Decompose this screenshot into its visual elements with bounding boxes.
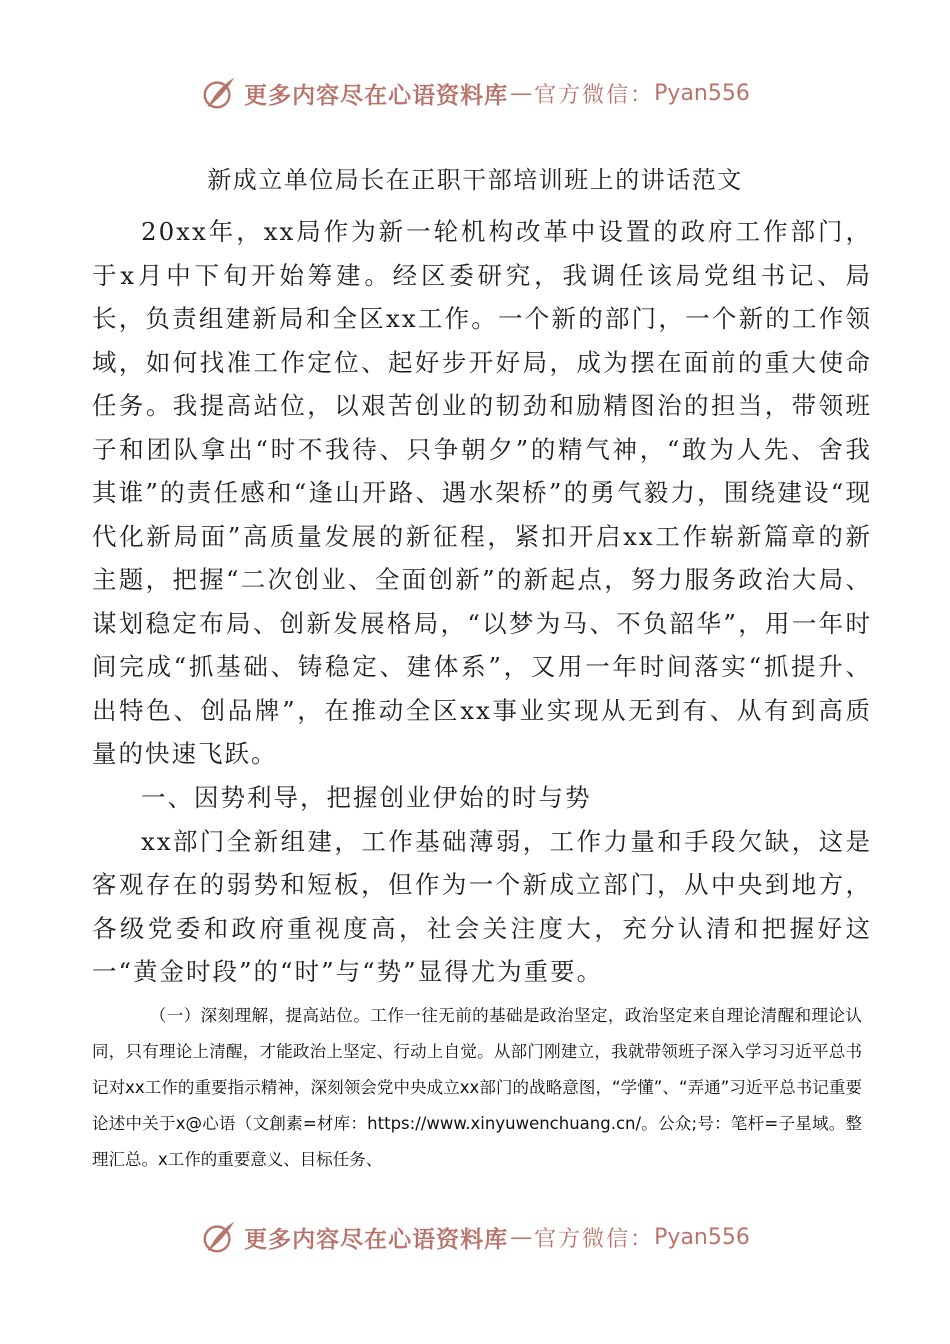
brand-text: 更多内容尽在心语资料库 [244, 81, 509, 109]
section-paragraph: xx部门全新组建，工作基础薄弱，工作力量和手段欠缺，这是客观存在的弱势和短板，但作为一个新成立部门，从中央到地方，各级党委和政府重视度高，社会关注度大，充分认清和把握好这一“黄金时段”的“时”与“势”显得尤为重要。 [92, 826, 872, 986]
wechat-id: Pyan556 [654, 80, 750, 106]
document-body [92, 210, 872, 994]
banner-separator: — [510, 80, 533, 106]
quill-logo-icon [200, 74, 238, 112]
wechat-label: 官方微信： [534, 82, 655, 108]
brand-text: 更多内容尽在心语资料库 [244, 1225, 509, 1253]
section-heading: 一、因势利导，把握创业伊始的时与势 [141, 782, 592, 812]
document-title: 新成立单位局长在正职干部培训班上的讲话范文 [207, 166, 743, 194]
subsection-paragraph: （一）深刻理解，提高站位。工作一往无前的基础是政治坚定，政治坚定来自理论清醒和理论认同，只有理论上清醒，才能政治上坚定、行动上自觉。从部门刚建立，我就带领班子深入学习习近平总书记对xx工作的重要指示精神，深刻领会党中央成立xx部门的战略意图，“学懂”、“弄通”习近平总书记重要论述中关于x@心语（文創素=材库：https://www.xinyuwenchuang.cn/。公众;号：笔杆=子星域。整理汇总。x工作的重要意义、目标任务、 [92, 1006, 862, 1169]
wechat-label: 官方微信： [534, 1226, 655, 1252]
footer-watermark-banner [0, 1214, 950, 1260]
quill-logo-icon [200, 1218, 238, 1256]
header-watermark-banner [0, 70, 950, 116]
intro-paragraph: 20xx年，xx局作为新一轮机构改革中设置的政府工作部门，于x月中下旬开始筹建。经区委研究，我调任该局党组书记、局长，负责组建新局和全区xx工作。一个新的部门，一个新的工作领域，如何找准工作定位、起好步开好局，成为摆在面前的重大使命任务。我提高站位，以艰苦创业的韧劲和励精图治的担当，带领班子和团队拿出“时不我待、只争朝夕”的精气神，“敢为人先、舍我其谁”的责任感和“逢山开路、遇水架桥”的勇气毅力，围绕建设“现代化新局面”高质量发展的新征程，紧扣开启xx工作崭新篇章的新主题，把握“二次创业、全面创新”的新起点，努力服务政治大局、谋划稳定布局、创新发展格局，“以梦为马、不负韶华”，用一年时间完成“抓基础、铸稳定、建体系”，又用一年时间落实“抓提升、出特色、创品牌”，在推动全区xx事业实现从无到有、从有到高质量的快速飞跃。 [92, 217, 872, 768]
wechat-id: Pyan556 [654, 1224, 750, 1250]
banner-separator: — [510, 1224, 533, 1250]
